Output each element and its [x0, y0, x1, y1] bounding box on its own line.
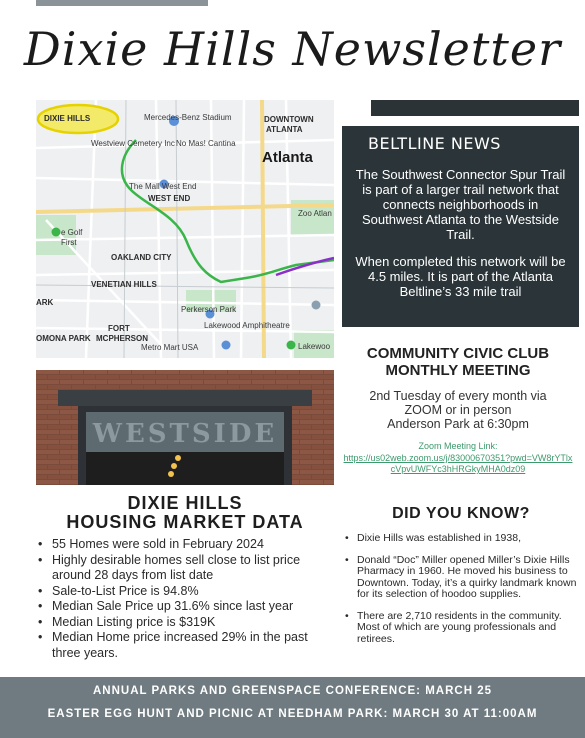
map-pin-icon	[287, 341, 296, 350]
map-label: Mercedes-Benz Stadium	[144, 113, 232, 122]
map-pin-icon	[222, 341, 231, 350]
civic-club-title	[343, 345, 573, 379]
map-label: ATLANTA	[266, 125, 303, 134]
header-accent-bar	[371, 100, 579, 116]
list-item: • Dixie Hills was established in 1938,	[343, 533, 579, 545]
events-footer	[0, 677, 585, 738]
did-you-know-list	[343, 533, 579, 655]
map-pin-icon	[312, 301, 321, 310]
map-label: OMONA PARK	[36, 334, 91, 343]
list-item: • Median Listing price is $319K	[36, 615, 336, 631]
beltline-news-panel	[342, 126, 579, 327]
map-label: No Mas! Cantina	[176, 139, 236, 148]
map-label: Perkerson Park	[181, 305, 237, 314]
map-label: VENETIAN HILLS	[91, 280, 157, 289]
photo-graphic	[36, 370, 334, 485]
map-label: FORT	[108, 324, 130, 333]
civic-detail-line: Anderson Park at 6:30pm	[387, 417, 529, 431]
map-label: Atlanta	[262, 149, 313, 166]
westside-sign-photo	[36, 370, 334, 485]
top-accent-bar	[36, 0, 208, 6]
list-item: • Median Home price increased 29% in the past three years.	[36, 630, 336, 661]
civic-detail-line: 2nd Tuesday of every month via	[369, 389, 547, 403]
list-item: • Sale-to-List Price is 94.8%	[36, 584, 336, 600]
list-item: • Donald “Doc” Miller opened Miller’s Dixie Hills Pharmacy in 1960. He moved his business to Downtown. Today, it’s a quirky landmark known for its selection of hoodoo supplies.	[343, 555, 579, 601]
map-pin-icon	[52, 228, 61, 237]
map-label: DIXIE HILLS	[44, 114, 91, 123]
map-label: MCPHERSON	[96, 334, 149, 343]
map-label: Lakewood Amphitheatre	[204, 321, 290, 330]
beltline-paragraph: When completed this network will be 4.5 miles. It is part of the Atlanta Beltline’s 33 mile trail	[355, 254, 566, 299]
list-item: • Median Sale Price up 31.6% since last year	[36, 599, 336, 615]
map-label: Lakewoo	[298, 342, 331, 351]
map-label: Metro Mart USA	[141, 343, 199, 352]
map-label: First	[61, 238, 77, 247]
map-label: The Mall West End	[129, 182, 197, 191]
map-label: OAKLAND CITY	[111, 253, 172, 262]
housing-title-line: HOUSING MARKET DATA	[66, 512, 304, 532]
civic-club-details	[343, 389, 573, 431]
list-item: • There are 2,710 residents in the community. Most of which are young professionals and retirees.	[343, 611, 579, 646]
civic-detail-line: ZOOM or in person	[404, 403, 512, 417]
beltline-map	[36, 100, 334, 358]
list-item: • Highly desirable homes sell close to list price around 28 days from list date	[36, 553, 336, 584]
newsletter-title: Dixie Hills Newsletter	[23, 22, 562, 76]
map-label: WEST END	[148, 194, 191, 203]
westside-sign-text: WESTSIDE	[92, 419, 278, 449]
event-announcement: ANNUAL PARKS AND GREENSPACE CONFERENCE: MARCH 25	[93, 685, 492, 697]
did-you-know-title: DID YOU KNOW?	[392, 505, 530, 522]
list-item: • 55 Homes were sold in February 2024	[36, 537, 336, 553]
civic-title-line: COMMUNITY CIVIC CLUB	[366, 345, 550, 362]
map-label: Zoo Atlan	[298, 209, 332, 218]
housing-market-title	[36, 494, 334, 532]
zoom-link-label: Zoom Meeting Link:	[418, 441, 498, 451]
map-label: DOWNTOWN	[264, 115, 314, 124]
map-graphic	[36, 100, 334, 358]
beltline-news-title: BELTLINE NEWS	[368, 134, 501, 153]
housing-title-line: DIXIE HILLS	[127, 493, 243, 513]
beltline-paragraph: The Southwest Connector Spur Trail is part of a larger trail network that connects neighborhoods in Southwest Atlanta to the Westside Trail.	[355, 167, 566, 242]
map-label: ARK	[36, 298, 54, 307]
zoom-meeting-link[interactable]: https://us02web.zoom.us/j/83000670351?pwd=VW8rYTlxcVpvUWFYc3hHRGkyMHA0dz09	[343, 453, 573, 474]
event-announcement: EASTER EGG HUNT AND PICNIC AT NEEDHAM PARK: MARCH 30 AT 11:00AM	[47, 708, 538, 720]
map-label: e Golf	[61, 228, 83, 237]
civic-title-line: MONTHLY MEETING	[385, 362, 531, 379]
map-label: Westview Cemetery Inc	[91, 139, 175, 148]
housing-market-list	[36, 537, 336, 661]
